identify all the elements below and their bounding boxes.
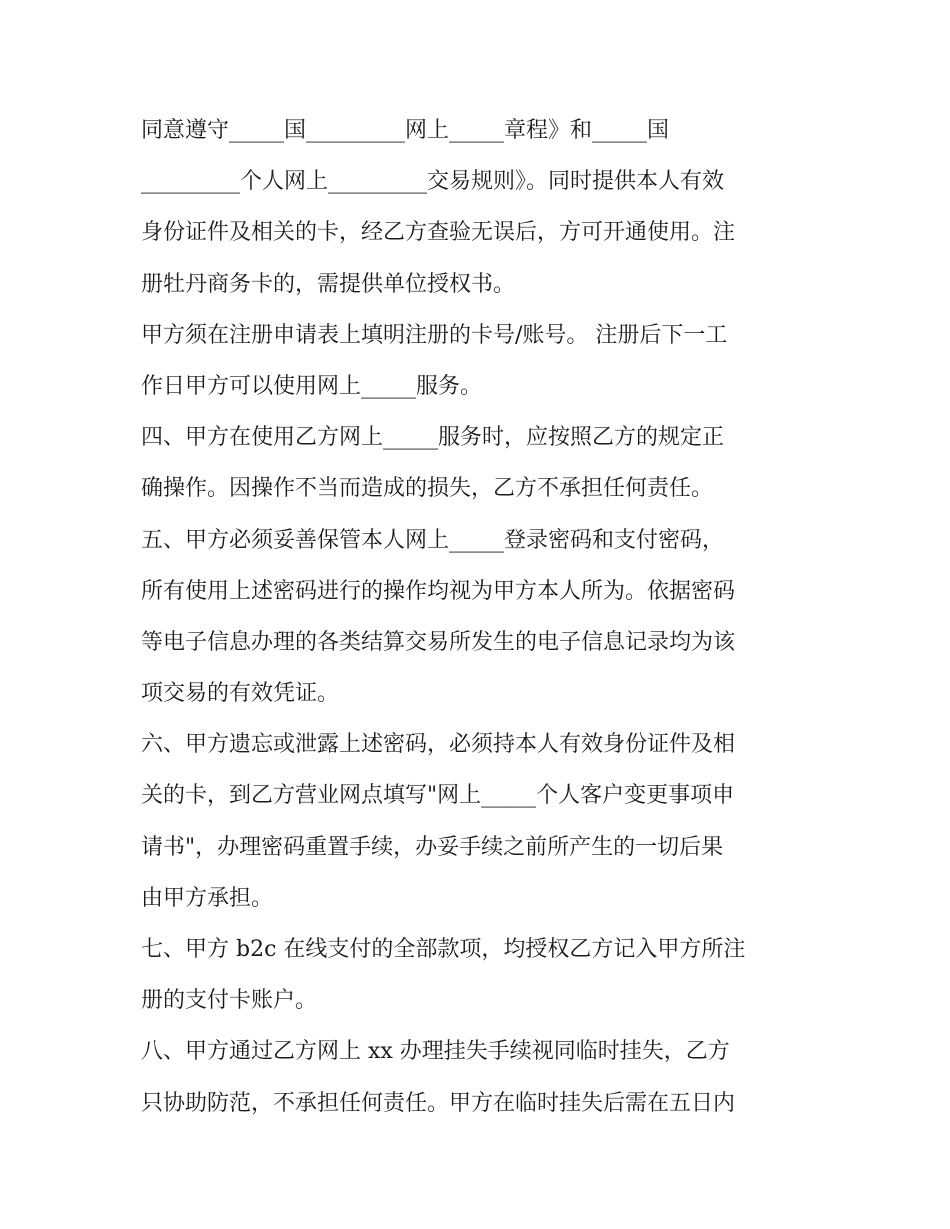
- text-line: 由甲方承担。: [141, 885, 274, 911]
- agreement-text: [141, 105, 821, 1129]
- text-line: 请书"，办理密码重置手续，办妥手续之前所产生的一切后果: [141, 834, 724, 860]
- text-line: _________个人网上_________交易规则》。同时提供本人有效: [141, 169, 725, 195]
- text-line: 册牡丹商务卡的，需提供单位授权书。: [141, 271, 516, 297]
- text-line: 六、甲方遗忘或泄露上述密码，必须持本人有效身份证件及相: [141, 732, 736, 758]
- text-line: 所有使用上述密码进行的操作均视为甲方本人所为。依据密码: [141, 578, 736, 604]
- text-line: 等电子信息办理的各类结算交易所发生的电子信息记录均为该: [141, 629, 736, 655]
- text-line: 作日甲方可以使用网上_____服务。: [141, 373, 483, 399]
- text-line: 七、甲方 b2c 在线支付的全部款项，均授权乙方记入甲方所注: [141, 937, 746, 962]
- text-line: 册的支付卡账户。: [141, 988, 318, 1014]
- text-line: 同意遵守_____国_________网上_____章程》和_____国: [141, 118, 670, 143]
- text-line: 四、甲方在使用乙方网上_____服务时，应按照乙方的规定正: [141, 425, 725, 451]
- text-line: 关的卡，到乙方营业网点填写"网上_____个人客户变更事项申: [141, 783, 735, 809]
- text-line: 项交易的有效凭证。: [141, 681, 340, 707]
- text-line: 八、甲方通过乙方网上 xx 办理挂失手续视同临时挂失，乙方: [141, 1039, 730, 1065]
- text-line: 甲方须在注册申请表上填明注册的卡号/账号。 注册后下一工: [141, 322, 728, 348]
- text-line: 五、甲方必须妥善保管本人网上_____登录密码和支付密码，: [141, 527, 725, 553]
- text-line: 只协助防范，不承担任何责任。甲方在临时挂失后需在五日内: [141, 1090, 736, 1116]
- text-line: 身份证件及相关的卡，经乙方查验无误后，方可开通使用。注: [141, 220, 736, 246]
- text-line: 确操作。因操作不当而造成的损失，乙方不承担任何责任。: [141, 476, 714, 502]
